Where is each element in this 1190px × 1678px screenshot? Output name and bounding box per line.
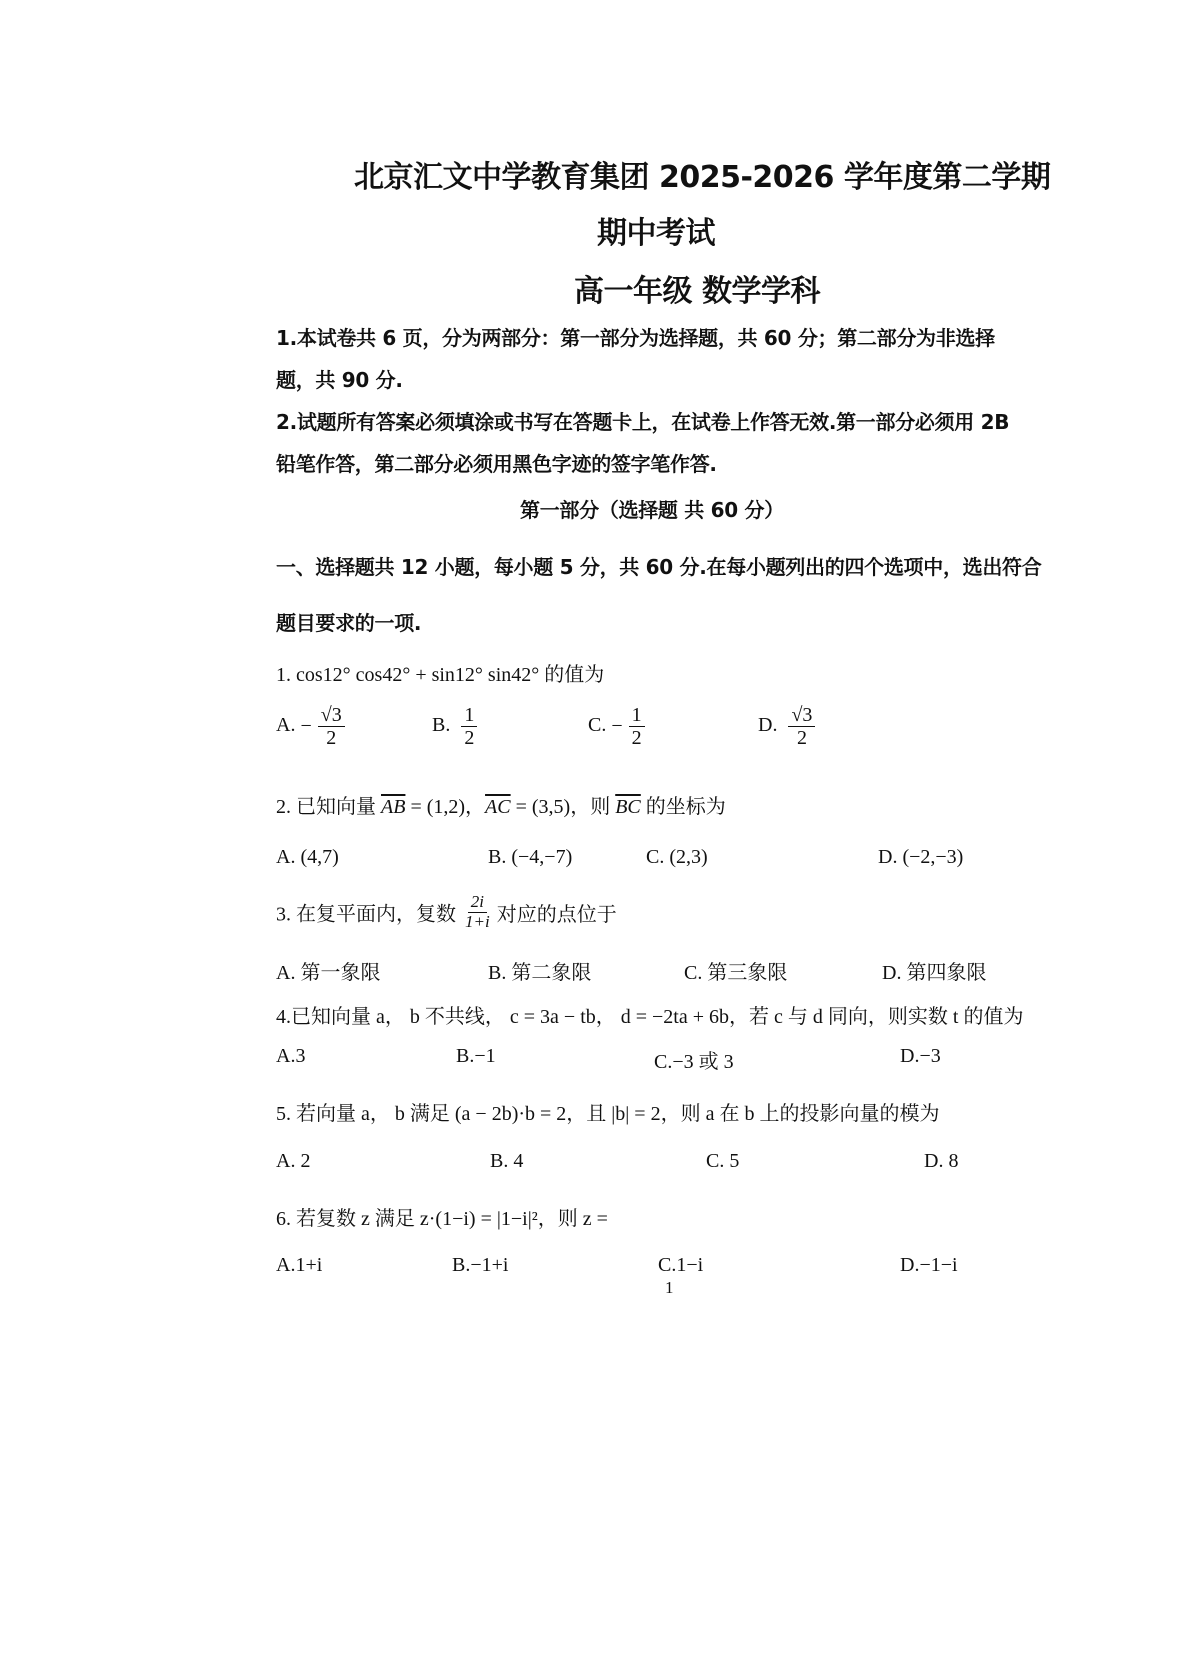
vector-ab: $\overline{AB}$ <box>381 796 406 818</box>
section-intro-line2: 题目要求的一项. <box>276 611 422 635</box>
question-2-option-c <box>646 846 708 869</box>
vector-ac: $\overline{AC}$ <box>485 796 511 818</box>
option-label: D. <box>900 1254 920 1276</box>
question-2-option-a <box>276 846 339 869</box>
stem-text: 的坐标为 <box>640 796 726 818</box>
question-4-option-b <box>456 1045 496 1068</box>
option-label: C. <box>588 714 607 737</box>
exam-subtitle: 期中考试 <box>597 216 715 251</box>
question-4-option-a <box>276 1045 305 1068</box>
fraction-denominator: 2 <box>796 727 807 749</box>
option-value: (2,3) <box>669 846 708 868</box>
option-label: D. <box>758 714 778 737</box>
fraction-numerator: √3 <box>318 704 345 727</box>
question-6-option-a <box>276 1254 322 1277</box>
question-1-option-c <box>588 704 645 749</box>
question-1-option-b <box>432 704 477 749</box>
stem-text: = (3,5)，则 <box>510 796 616 818</box>
fraction-numerator: 1 <box>461 704 477 727</box>
option-value: (−2,−3) <box>902 846 964 868</box>
stem-text: 2. 已知向量 <box>276 796 381 818</box>
instruction-2-line1: 2.试题所有答案必须填涂或书写在答题卡上，在试卷上作答无效.第一部分必须用 2B <box>276 410 1010 434</box>
option-value: −1 <box>474 1045 496 1067</box>
stem-text: 对应的点位于 <box>496 903 617 926</box>
question-2-option-d <box>878 846 963 869</box>
option-label: B. <box>488 962 507 984</box>
option-value: 5 <box>729 1150 740 1172</box>
section-heading: 第一部分（选择题 共 60 分） <box>520 498 784 522</box>
option-value: (4,7) <box>300 846 339 868</box>
option-sign: − <box>611 715 623 737</box>
fraction-numerator: 2i <box>468 893 487 913</box>
stem-text: = (1,2)， <box>405 796 486 818</box>
option-label: A. <box>276 1254 296 1276</box>
fraction-denominator: 2 <box>464 727 475 749</box>
option-label: D. <box>924 1150 944 1172</box>
option-label: D. <box>878 846 898 868</box>
question-5-option-b <box>490 1150 523 1173</box>
vector-bc: $\overline{BC}$ <box>615 796 641 818</box>
option-label: C. <box>684 962 703 984</box>
option-fraction <box>788 704 815 749</box>
option-label: A. <box>276 962 296 984</box>
exam-title: 北京汇文中学教育集团 2025-2026 学年度第二学期 <box>354 160 1051 195</box>
option-label: D. <box>882 962 902 984</box>
option-label: A. <box>276 714 296 737</box>
option-value: (−4,−7) <box>511 846 573 868</box>
option-label: C. <box>658 1254 677 1276</box>
instruction-1-line2: 题，共 90 分. <box>276 368 403 392</box>
question-3-option-b <box>488 956 591 985</box>
option-label: B. <box>488 846 507 868</box>
option-label: A. <box>276 1150 296 1172</box>
question-3-option-d <box>882 956 986 985</box>
option-value: 第一象限 <box>300 962 381 984</box>
option-value: 第二象限 <box>511 962 592 984</box>
option-value: 1−i <box>676 1254 704 1276</box>
question-2-option-b <box>488 846 572 869</box>
question-5-stem: 5. 若向量 a， b 满足 (a − 2b)·b = 2，且 |b| = 2，则 a 在 b 上的投影向量的模为 <box>276 1103 940 1125</box>
question-1-stem: 1. cos12° cos42° + sin12° sin42° 的值为 <box>276 664 605 686</box>
question-6-option-c <box>658 1254 703 1277</box>
option-label: C. <box>654 1051 673 1073</box>
option-label: A. <box>276 846 296 868</box>
question-4-stem: 4.已知向量 a， b 不共线， c = 3a − tb， d = −2ta + 6b，若 c 与 d 同向，则实数 t 的值为 <box>276 1006 1024 1028</box>
option-sign: − <box>300 715 312 737</box>
fraction-denominator: 1+i <box>465 911 490 931</box>
fraction-denominator: 2 <box>631 727 642 749</box>
option-label: B. <box>456 1045 475 1067</box>
question-5-option-a <box>276 1150 310 1173</box>
complex-fraction <box>462 893 493 931</box>
option-label: B. <box>432 714 451 737</box>
option-value: 第三象限 <box>707 962 788 984</box>
option-label: B. <box>452 1254 471 1276</box>
option-fraction <box>318 704 345 749</box>
fraction-numerator: √3 <box>788 704 815 727</box>
option-value: −3 <box>919 1045 941 1067</box>
question-1-option-a <box>276 704 345 749</box>
option-value: 3 <box>295 1045 306 1067</box>
option-label: C. <box>646 846 665 868</box>
option-value: 2 <box>300 1150 311 1172</box>
option-fraction <box>461 704 477 749</box>
page-number: 1 <box>665 1278 674 1297</box>
question-6-option-d <box>900 1254 958 1277</box>
fraction-denominator: 2 <box>326 727 337 749</box>
option-label: B. <box>490 1150 509 1172</box>
option-value: −1+i <box>470 1254 509 1276</box>
option-value: −3 或 3 <box>672 1051 734 1073</box>
instruction-1-line1: 1.本试卷共 6 页，分为两部分：第一部分为选择题，共 60 分；第二部分为非选择 <box>276 326 995 350</box>
option-value: 1+i <box>295 1254 323 1276</box>
question-5-option-d <box>924 1150 958 1173</box>
option-value: 8 <box>948 1150 959 1172</box>
fraction-numerator: 1 <box>629 704 645 727</box>
section-intro-line1: 一、选择题共 12 小题，每小题 5 分，共 60 分.在每小题列出的四个选项中，选出符合 <box>276 555 1042 579</box>
question-4-option-d <box>900 1045 941 1068</box>
question-6-option-b <box>452 1254 508 1277</box>
question-6-stem: 6. 若复数 z 满足 z·(1−i) = |1−i|²，则 z = <box>276 1208 608 1230</box>
grade-subject: 高一年级 数学学科 <box>574 274 820 309</box>
stem-text: 3. 在复平面内，复数 <box>276 903 456 926</box>
question-3-option-a <box>276 956 380 985</box>
option-label: D. <box>900 1045 920 1067</box>
option-fraction <box>629 704 645 749</box>
question-1-option-d <box>758 704 815 749</box>
question-3-stem <box>276 893 617 931</box>
option-value: 第四象限 <box>906 962 987 984</box>
option-label: A. <box>276 1045 296 1067</box>
option-label: C. <box>706 1150 725 1172</box>
question-2-stem <box>276 790 726 819</box>
question-5-option-c <box>706 1150 739 1173</box>
instruction-2-line2: 铅笔作答，第二部分必须用黑色字迹的签字笔作答. <box>276 452 717 476</box>
option-value: 4 <box>513 1150 524 1172</box>
question-4-option-c <box>654 1045 734 1074</box>
option-value: −1−i <box>919 1254 958 1276</box>
question-3-option-c <box>684 956 787 985</box>
